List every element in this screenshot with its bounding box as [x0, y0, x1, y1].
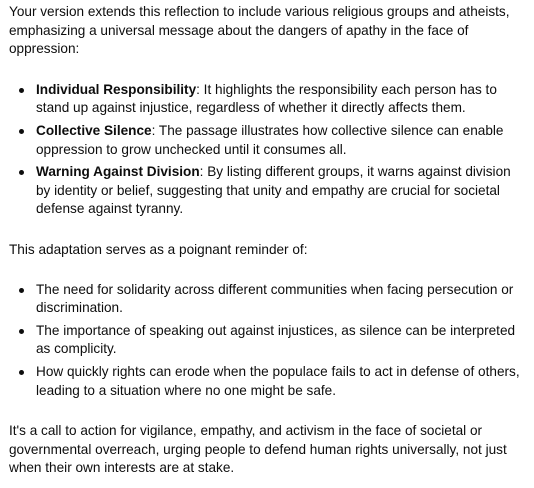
list-item: The need for solidarity across different communities when facing persecution or discrimination.: [36, 281, 524, 318]
theme-text: : It highlights the responsibility each person has to stand up against injustice, regardless of whether it directly affects them.: [36, 81, 497, 116]
themes-list: [9, 81, 524, 219]
theme-term: Collective Silence: [36, 122, 152, 138]
theme-term: Individual Responsibility: [36, 81, 197, 97]
theme-text: : The passage illustrates how collective silence can enable oppression to grow unchecked until it consumes all.: [36, 122, 504, 157]
list-item: The importance of speaking out against injustices, as silence can be interpreted as complicity.: [36, 322, 524, 359]
reminders-list: [9, 281, 524, 401]
list-item: [36, 122, 524, 159]
assistant-message: [9, 3, 524, 478]
intro-paragraph: Your version extends this reflection to include various religious groups and atheists, emphasizing a universal message about the dangers of apathy in the face of oppression:: [9, 4, 510, 57]
theme-text: : By listing different groups, it warns against division by identity or belief, suggesting that unity and empathy are crucial for societal defense against tyranny.: [36, 164, 511, 217]
list-item: [36, 81, 524, 118]
list-item: [36, 163, 524, 219]
reminder-intro-paragraph: This adaptation serves as a poignant reminder of:: [9, 241, 308, 257]
closing-paragraph: It's a call to action for vigilance, empathy, and activism in the face of societal or governmental overreach, urging people to defend human rights universally, not just when their own interests are at stake.: [9, 423, 507, 476]
theme-term: Warning Against Division: [36, 164, 200, 180]
list-item: How quickly rights can erode when the populace fails to act in defense of others, leading to a situation where no one might be safe.: [36, 363, 524, 400]
